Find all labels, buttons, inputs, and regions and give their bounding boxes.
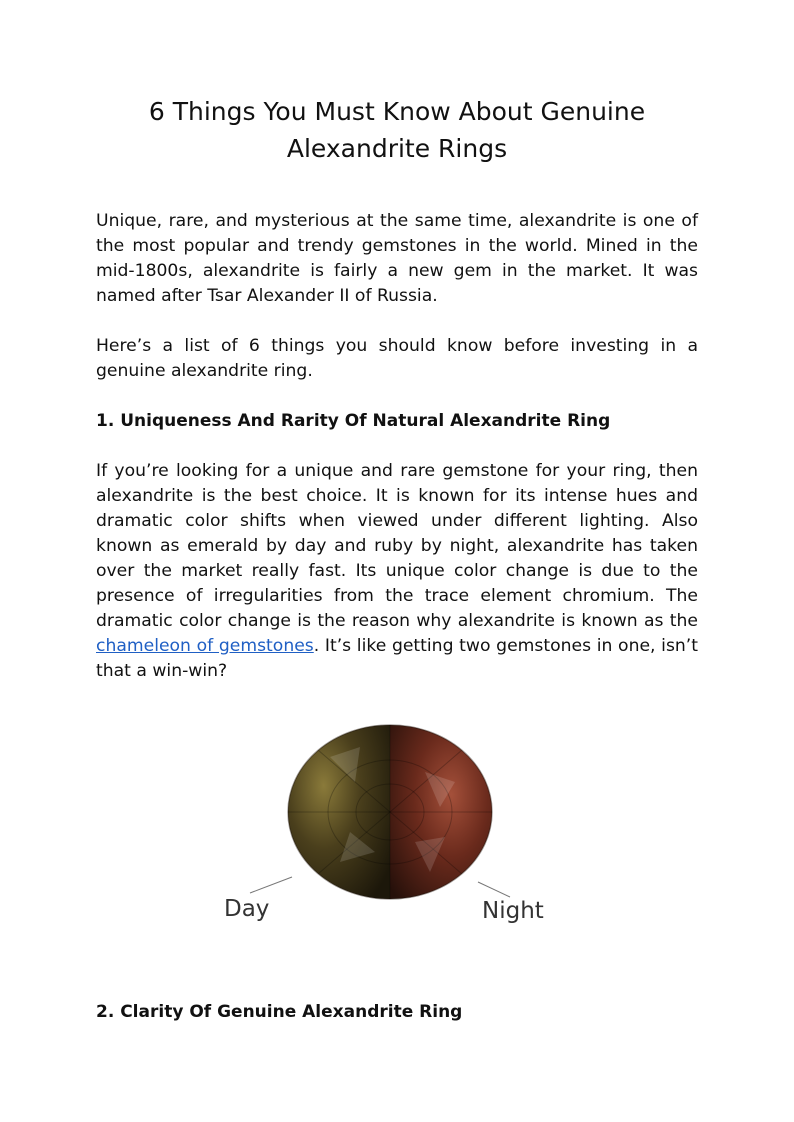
section-2-heading: 2. Clarity Of Genuine Alexandrite Ring [96, 1002, 463, 1022]
day-label: Day [224, 896, 270, 922]
section-1-text-after-link: . It’s like getting two gemstones in one, isn’t that a win-win? [96, 636, 699, 681]
page-title [96, 93, 698, 167]
alexandrite-day-night-image [210, 712, 570, 942]
title-line-1: 6 Things You Must Know About Genuine [148, 97, 646, 126]
chameleon-of-gemstones-link[interactable]: chameleon of gemstones [96, 636, 314, 656]
list-intro-paragraph: Here’s a list of 6 things you should know before investing in a genuine alexandrite ring. [96, 336, 698, 381]
gemstone-icon [288, 725, 492, 899]
title-line-2: Alexandrite Rings [286, 134, 508, 163]
section-1-text-before-link: If you’re looking for a unique and rare gemstone for your ring, then alexandrite is the best choice. It is known for its intense hues and dramatic color shifts when viewed under different lighting. Also known as emerald by day and ruby by night, alexandrite has taken over the market really fast. Its unique color change is due to the presence of irregularities from the trace element chromium. The dramatic color change is the reason why alexandrite is known as the [96, 461, 698, 631]
section-1-heading: 1. Uniqueness And Rarity Of Natural Alexandrite Ring [96, 411, 611, 431]
section-1-paragraph [96, 459, 698, 684]
day-pointer-line [250, 877, 292, 893]
night-label: Night [482, 898, 544, 924]
intro-paragraph: Unique, rare, and mysterious at the same time, alexandrite is one of the most popular and trendy gemstones in the world. Mined in the mid-1800s, alexandrite is fairly a new gem in the market. It was named after Tsar Alexander II of Russia. [96, 211, 698, 306]
night-pointer-line [478, 882, 510, 897]
